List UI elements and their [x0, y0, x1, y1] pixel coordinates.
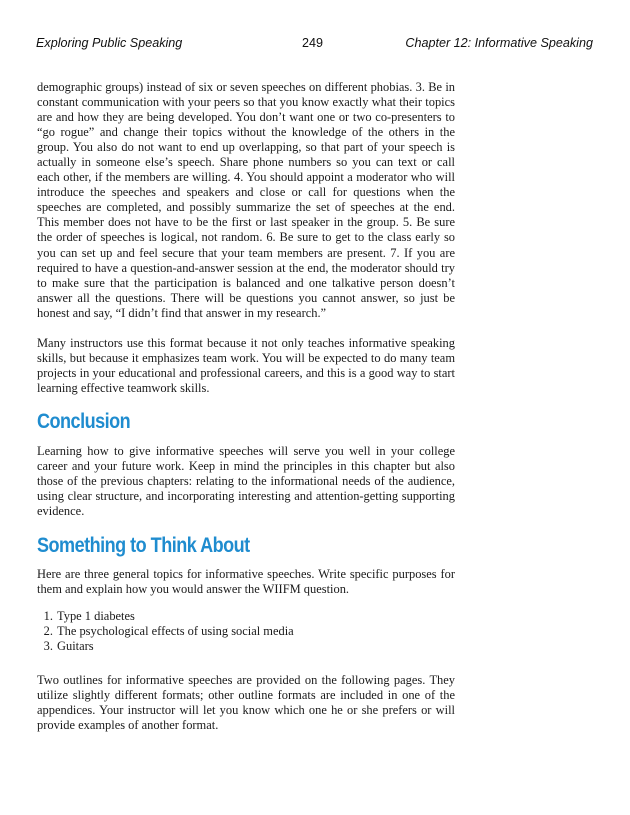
list-item-text: Guitars: [57, 639, 94, 654]
chapter-title: Chapter 12: Informative Speaking: [405, 36, 593, 50]
list-item-number: 1.: [43, 609, 53, 624]
closing-paragraph: Two outlines for informative speeches are provided on the following pages. They utilize slightly different formats; other outline formats are included in one of the appendices. Your instructor will let you know which one he or she prefers or will provide examples of another format.: [37, 673, 455, 733]
list-item: [43, 609, 455, 624]
list-item-text: The psychological effects of using social media: [57, 624, 294, 639]
page-content: [37, 80, 455, 733]
body-paragraph: Many instructors use this format because it not only teaches informative speaking skills, but because it emphasizes team work. You will be expected to do many team projects in your educational and professional careers, and this is a good way to start learning effective teamwork skills.: [37, 335, 455, 395]
topic-list: [37, 609, 455, 654]
list-item: [43, 639, 455, 654]
list-item-number: 3.: [43, 639, 53, 654]
conclusion-paragraph: Learning how to give informative speeches will serve you well in your college career and your future work. Keep in mind the principles in this chapter but also those of the previous chapters: relating to the informational needs of the audience, using clear structure, and incorporating interesting and attention-getting supporting evidence.: [37, 443, 455, 519]
running-header: [36, 36, 593, 52]
list-item: [43, 624, 455, 639]
section-heading-think-about: Something to Think About: [37, 534, 250, 558]
book-title: Exploring Public Speaking: [36, 36, 183, 50]
think-about-intro: Here are three general topics for informative speeches. Write specific purposes for them and explain how you would answer the WIIFM question.: [37, 567, 455, 597]
section-heading-conclusion: Conclusion: [37, 409, 131, 433]
list-item-text: Type 1 diabetes: [57, 609, 135, 624]
body-paragraph: demographic groups) instead of six or seven speeches on different phobias. 3. Be in constant communication with your peers so that you know exactly what their topics are and how they are being developed. You don’t want one or two co-presenters to “go rogue” and change their topics without the knowledge of the others in the group. You also do not want to end up overlapping, so that part of your speech is actually in someone else’s speech. Share phone numbers so you can text or call each other, if the members are willing. 4. You should appoint a moderator who will introduce the speeches and speakers and close or call for questions when the speeches are completed, and possibly summarize the set of speeches at the end. This member does not have to be the first or last speaker in the group. 5. Be sure the order of speeches is logical, not random. 6. Be sure to get to the class early so you can set up and feel secure that your team members are present. 7. If you are required to have a question-and-answer session at the end, the moderator should try to make sure that the participation is balanced and one talkative person doesn’t answer all the questions. There will be questions you cannot answer, so just be honest and say, “I didn’t find that answer in my research.”: [37, 80, 455, 320]
list-item-number: 2.: [43, 624, 53, 639]
page-number: 249: [302, 36, 324, 50]
